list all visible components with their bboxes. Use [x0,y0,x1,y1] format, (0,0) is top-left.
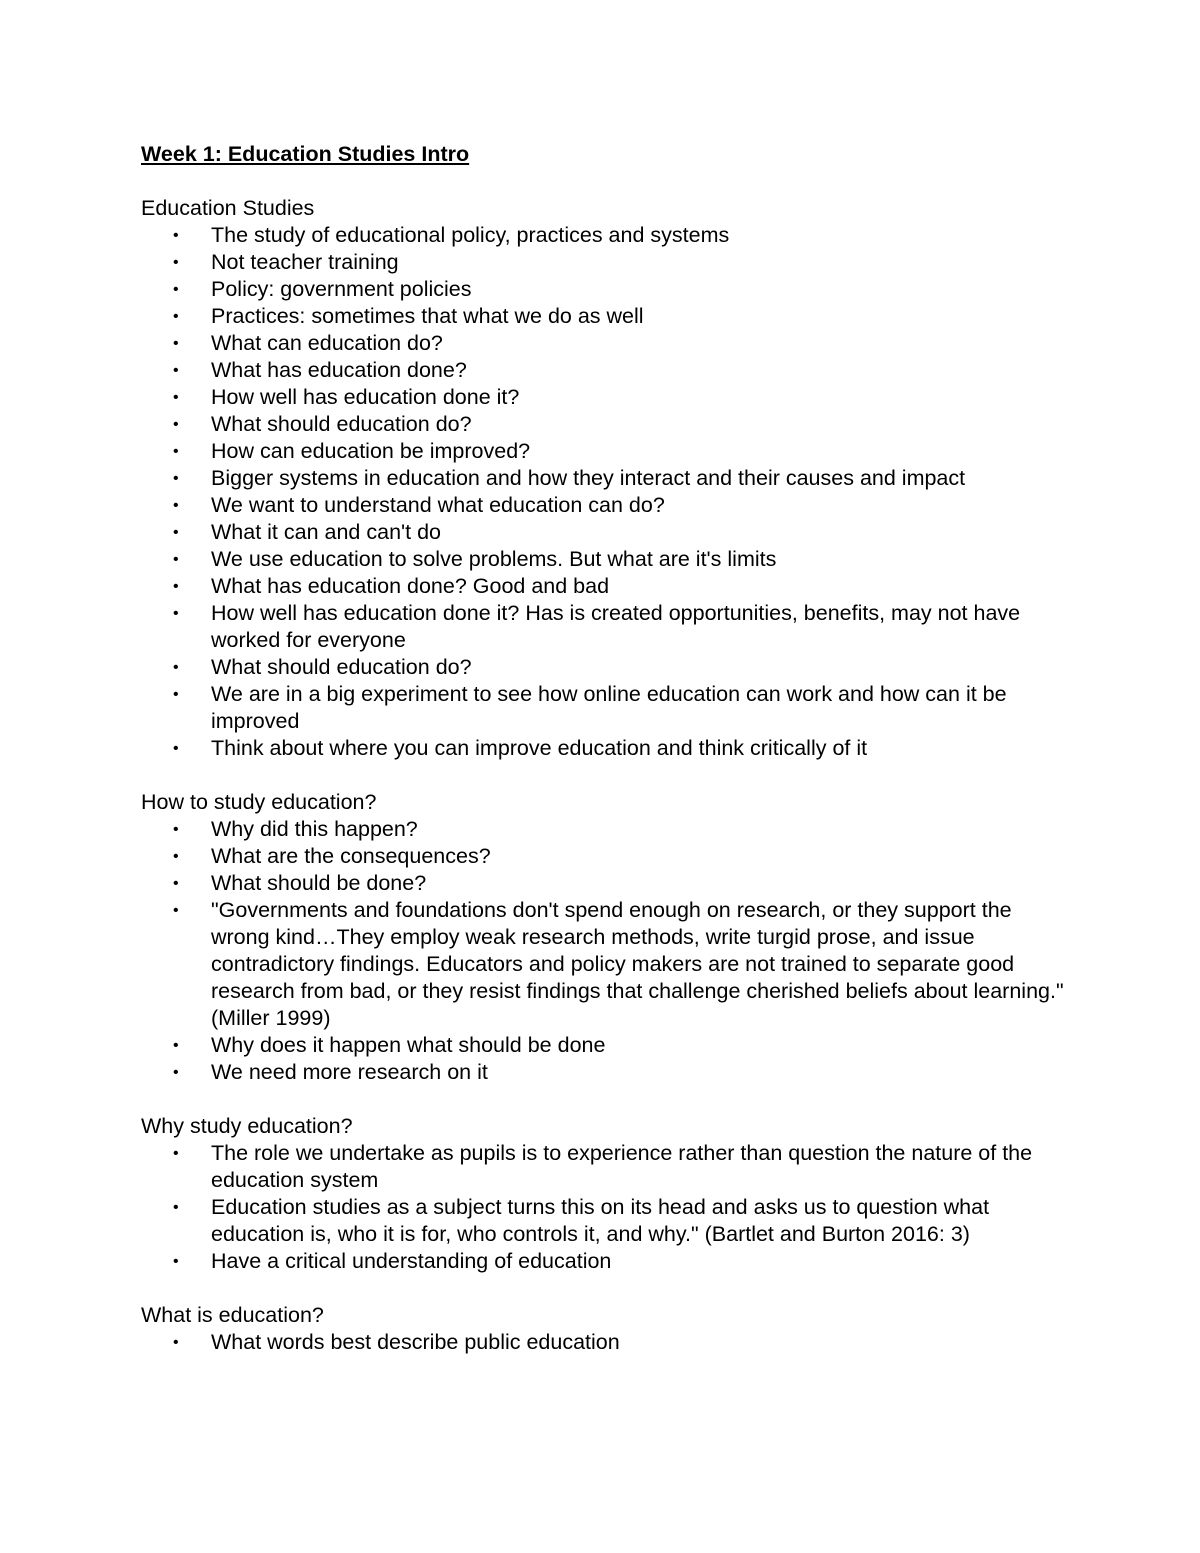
list-item-text: Why did this happen? [211,817,418,841]
list-item [141,438,1071,465]
list-item [141,357,1071,384]
bullet-icon: • [173,1334,179,1351]
section-education-studies [141,195,1071,762]
section-heading: Why study education? [141,1114,353,1138]
list-item [141,276,1071,303]
list-item [141,654,1071,681]
bullet-icon: • [173,443,179,460]
list-item-text: What can education do? [211,331,443,355]
bullet-icon: • [173,578,179,595]
bullet-icon: • [173,1064,179,1081]
section-heading: How to study education? [141,790,377,814]
section-why-study [141,1113,1071,1275]
list-item [141,1248,1071,1275]
list-item-text: We use education to solve problems. But what are it's limits [211,547,777,571]
list-item [141,384,1071,411]
list-item-text: How well has education done it? Has is created opportunities, benefits, may not have worked for everyone [211,601,1021,652]
list-item-text: Why does it happen what should be done [211,1033,606,1057]
list-item [141,465,1071,492]
bullet-list [141,222,1071,762]
section-how-to-study [141,789,1071,1086]
list-item-text: How can education be improved? [211,439,531,463]
list-item [141,843,1071,870]
list-item [141,1032,1071,1059]
bullet-icon: • [173,416,179,433]
section-heading: Education Studies [141,196,315,220]
list-item [141,546,1071,573]
list-item [141,249,1071,276]
bullet-icon: • [173,551,179,568]
list-item-text: Not teacher training [211,250,399,274]
list-item [141,735,1071,762]
bullet-icon: • [173,497,179,514]
bullet-icon: • [173,821,179,838]
list-item [141,870,1071,897]
section-heading: What is education? [141,1303,324,1327]
bullet-icon: • [173,524,179,541]
bullet-icon: • [173,1037,179,1054]
list-item-text: What should education do? [211,655,472,679]
section-what-is-education [141,1302,1071,1356]
bullet-list [141,1329,1071,1356]
list-item-text: What has education done? [211,358,467,382]
bullet-list [141,816,1071,1086]
bullet-icon: • [173,875,179,892]
list-item [141,1329,1071,1356]
list-item [141,1140,1071,1194]
list-item-text: We want to understand what education can do? [211,493,665,517]
bullet-icon: • [173,470,179,487]
list-item [141,519,1071,546]
bullet-list [141,1140,1071,1275]
bullet-icon: • [173,281,179,298]
list-item-text: What words best describe public education [211,1330,620,1354]
bullet-icon: • [173,254,179,271]
list-item-text: What has education done? Good and bad [211,574,610,598]
list-item-text: "Governments and foundations don't spend enough on research, or they support the wrong kind…They employ weak research methods, write turgid prose, and issue contradictory findings. Educators and policy makers are not trained to separate good research from bad, or they resist findings that challenge cherished beliefs about learning." (Miller 1999) [211,898,1064,1030]
bullet-icon: • [173,740,179,757]
list-item-text: How well has education done it? [211,385,520,409]
list-item [141,816,1071,843]
bullet-icon: • [173,605,179,622]
list-item [141,330,1071,357]
bullet-icon: • [173,335,179,352]
bullet-icon: • [173,227,179,244]
list-item [141,681,1071,735]
bullet-icon: • [173,902,179,919]
list-item [141,411,1071,438]
bullet-icon: • [173,1253,179,1270]
bullet-icon: • [173,686,179,703]
bullet-icon: • [173,848,179,865]
bullet-icon: • [173,308,179,325]
bullet-icon: • [173,389,179,406]
bullet-icon: • [173,659,179,676]
list-item-text: We need more research on it [211,1060,488,1084]
bullet-icon: • [173,362,179,379]
list-item-text: Have a critical understanding of education [211,1249,612,1273]
list-item-text: What should education do? [211,412,472,436]
list-item [141,222,1071,249]
document-title: Week 1: Education Studies Intro [141,142,470,166]
list-item [141,492,1071,519]
list-item-text: Think about where you can improve education and think critically of it [211,736,868,760]
bullet-icon: • [173,1199,179,1216]
list-item-text: Policy: government policies [211,277,472,301]
list-item-text: The role we undertake as pupils is to experience rather than question the nature of the education system [211,1141,1033,1192]
list-item [141,573,1071,600]
list-item [141,600,1071,654]
list-item-text: What it can and can't do [211,520,441,544]
list-item-text: Education studies as a subject turns this on its head and asks us to question what education is, who it is for, who controls it, and why." (Bartlet and Burton 2016: 3) [211,1195,990,1246]
list-item-text: We are in a big experiment to see how online education can work and how can it be improved [211,682,1007,733]
list-item-text: What are the consequences? [211,844,491,868]
list-item-text: What should be done? [211,871,427,895]
list-item-text: Bigger systems in education and how they interact and their causes and impact [211,466,966,490]
list-item-text: The study of educational policy, practices and systems [211,223,730,247]
list-item [141,1059,1071,1086]
list-item [141,897,1071,1032]
bullet-icon: • [173,1145,179,1162]
document-page [141,141,1071,1383]
list-item [141,303,1071,330]
list-item-text: Practices: sometimes that what we do as well [211,304,644,328]
list-item [141,1194,1071,1248]
